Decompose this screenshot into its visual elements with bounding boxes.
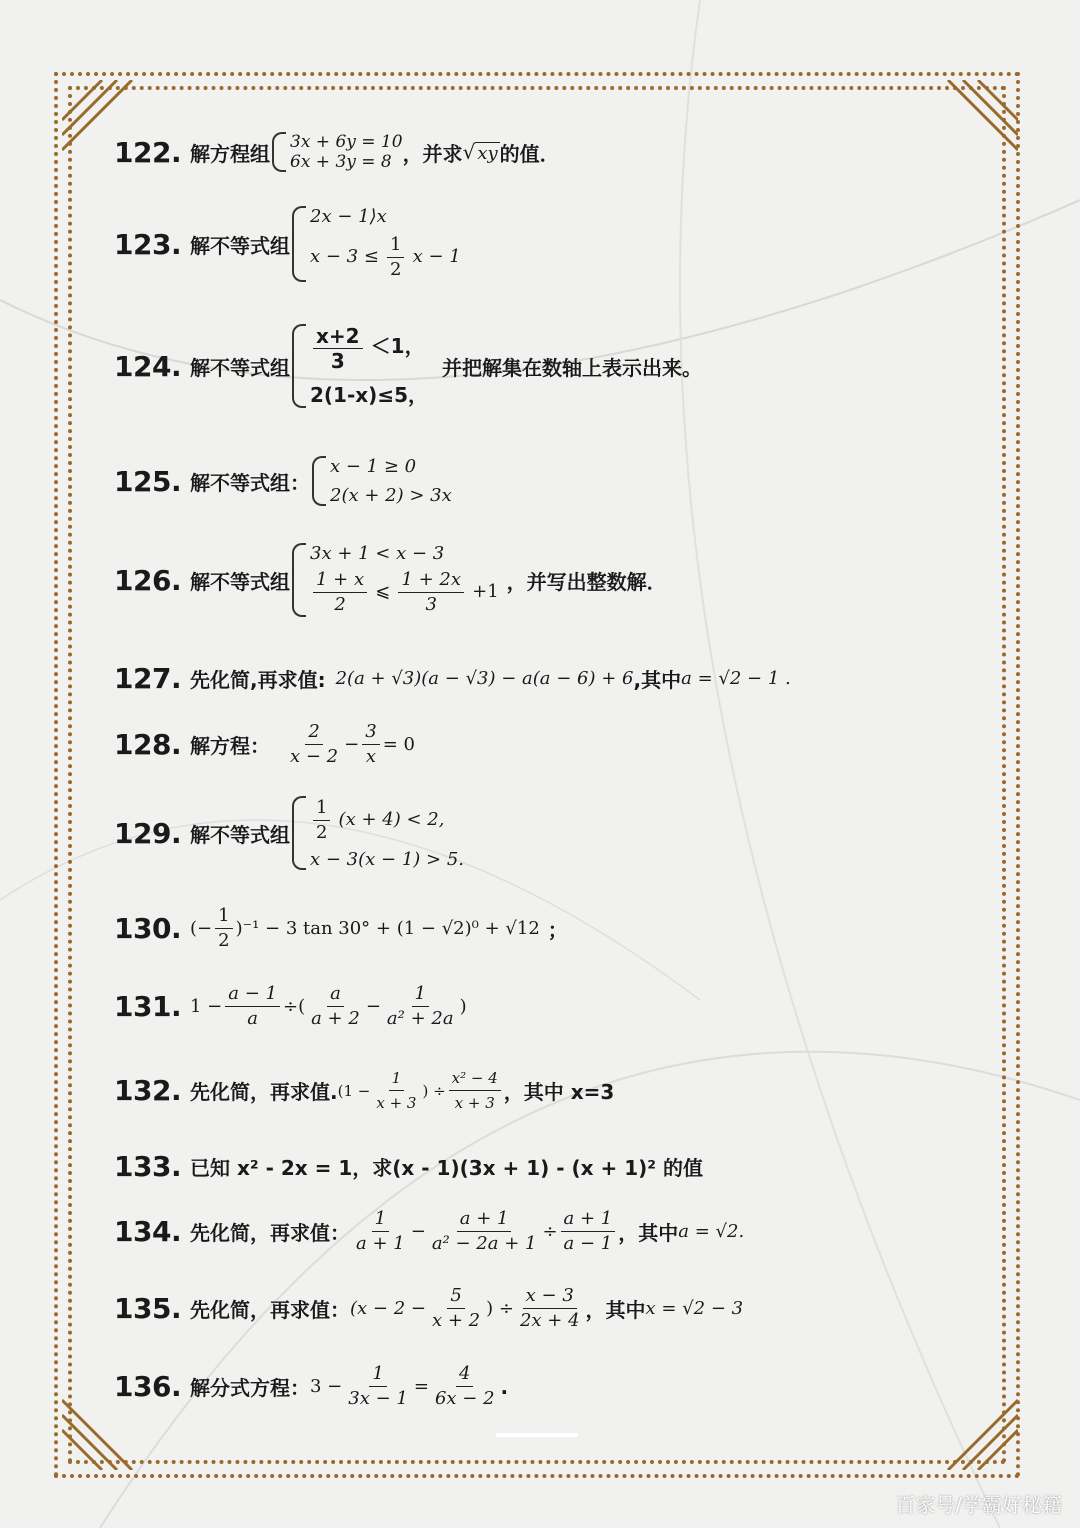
denominator: x − 2 xyxy=(290,746,339,767)
row-part: x − 3 ≤ xyxy=(310,246,379,267)
problem-label: 解分式方程： xyxy=(190,1376,310,1400)
problem-134 xyxy=(114,1207,744,1256)
problem-124 xyxy=(114,324,702,408)
problem-text: ； xyxy=(547,918,568,942)
denominator: 2 xyxy=(218,930,230,951)
numerator: x² − 4 xyxy=(449,1066,501,1091)
problem-text: ，其中 xyxy=(585,1298,646,1322)
problem-number: 134. xyxy=(114,1215,182,1248)
numerator: 1 + 2x xyxy=(398,568,464,593)
brace-icon xyxy=(292,324,306,408)
denominator: x xyxy=(365,746,377,767)
problem-123 xyxy=(114,206,461,282)
math-expression: 1 − xyxy=(190,996,223,1017)
row-part: (x + 4) < 2, xyxy=(338,809,445,830)
operator: − xyxy=(344,734,360,755)
operator: ) xyxy=(459,996,467,1017)
problem-122 xyxy=(114,132,560,172)
fraction xyxy=(387,233,404,282)
problem-number: 130. xyxy=(114,912,182,945)
problem-label: 解方程： xyxy=(190,734,270,758)
problem-133 xyxy=(114,1150,703,1183)
problem-number: 131. xyxy=(114,990,182,1023)
system-row: 2(x + 2) > 3x xyxy=(330,485,452,506)
numerator: 1 xyxy=(389,1066,405,1091)
row-part: ＜1， xyxy=(370,334,425,358)
problem-126 xyxy=(114,543,667,617)
denominator: a + 1 xyxy=(356,1233,405,1254)
denominator: 3x − 1 xyxy=(348,1388,408,1409)
numerator: 2 xyxy=(305,720,322,745)
problem-text: ,其中 xyxy=(633,668,682,692)
problem-number: 135. xyxy=(114,1292,182,1325)
problem-135 xyxy=(114,1284,743,1333)
problem-131 xyxy=(114,982,467,1031)
problem-128 xyxy=(114,720,415,769)
problem-number: 136. xyxy=(114,1370,182,1403)
scroll-indicator[interactable] xyxy=(496,1433,578,1437)
problem-label: 解不等式组 xyxy=(190,569,290,594)
numerator: a + 1 xyxy=(561,1207,616,1232)
problem-text: ，并写出整数解． xyxy=(506,569,667,594)
problem-label: 先化简，再求值： xyxy=(190,1298,350,1322)
numerator: 1 xyxy=(313,796,330,821)
math-expression: = 0 xyxy=(382,734,415,755)
inequality-system xyxy=(312,456,452,506)
problem-number: 128. xyxy=(114,728,182,761)
fraction xyxy=(517,1284,583,1333)
problem-127 xyxy=(114,662,791,695)
fraction xyxy=(308,982,363,1031)
system-row: x − 3(x − 1) > 5. xyxy=(310,849,465,870)
numerator: 1 xyxy=(215,904,232,929)
denominator: 3 xyxy=(425,594,437,615)
denominator: x + 3 xyxy=(454,1094,495,1112)
corner-ornament-bottom-right xyxy=(918,1370,1018,1470)
problem-label: 解不等式组 xyxy=(190,822,290,847)
problem-label: 先化简,再求值: xyxy=(190,668,326,692)
problem-number: 124. xyxy=(114,349,182,383)
row-part: x − 1 xyxy=(412,246,461,267)
corner-ornament-top-right xyxy=(918,80,1018,180)
math-expression: (− xyxy=(190,918,213,939)
problem-136 xyxy=(114,1362,508,1411)
system-row xyxy=(310,568,499,617)
denominator: 6x − 2 xyxy=(434,1388,495,1409)
fraction xyxy=(345,1362,411,1411)
system-row: 6x + 3y = 8 xyxy=(290,152,392,172)
problem-132 xyxy=(114,1066,614,1115)
numerator: a − 1 xyxy=(225,982,280,1007)
system-row xyxy=(310,233,461,282)
math-condition: a = √2. xyxy=(678,1221,745,1242)
fraction xyxy=(313,324,363,373)
inequality-system xyxy=(292,206,461,282)
operator: = xyxy=(413,1376,429,1397)
problem-125 xyxy=(114,456,452,506)
problem-text: ，并求 xyxy=(402,141,463,166)
numerator: a xyxy=(327,982,344,1007)
operator: ⩽ xyxy=(375,581,391,602)
denominator: 3 xyxy=(330,349,345,373)
problem-label: 解方程组 xyxy=(190,141,270,166)
problem-label: 先化简，再求值. xyxy=(190,1080,338,1104)
denominator: 2 xyxy=(316,822,328,843)
fraction xyxy=(429,1284,483,1333)
system-row xyxy=(310,324,428,373)
denominator: a + 2 xyxy=(311,1008,360,1029)
numerator: 1 + x xyxy=(313,568,367,593)
problem-text: 已知 x² - 2x = 1，求(x - 1)(3x + 1) - (x + 1)² 的值 xyxy=(190,1156,704,1180)
brace-icon xyxy=(292,206,306,282)
fraction xyxy=(432,1362,498,1411)
fraction xyxy=(384,982,457,1031)
sqrt-radicand: xy xyxy=(477,143,498,164)
numerator: 3 xyxy=(362,720,379,745)
numerator: 4 xyxy=(456,1362,473,1387)
problem-text: . xyxy=(500,1374,509,1399)
denominator: a − 1 xyxy=(563,1233,613,1254)
math-expression: 3 − xyxy=(310,1376,343,1397)
problem-label: 解不等式组 xyxy=(190,355,290,380)
problem-label: 先化简，再求值： xyxy=(190,1221,350,1245)
problem-label: 解不等式组 xyxy=(190,233,290,258)
denominator: x + 3 xyxy=(376,1094,417,1112)
math-expression: )⁻¹ − 3 tan 30° + (1 − √2)⁰ + √12 xyxy=(235,918,540,939)
operator: − xyxy=(365,996,381,1017)
inequality-system xyxy=(292,796,464,870)
problem-number: 132. xyxy=(114,1074,182,1107)
watermark: 百家号/学霸好秘籍 xyxy=(895,1493,1062,1517)
operator: ÷( xyxy=(282,996,306,1017)
math-expression: (1 − xyxy=(337,1081,371,1100)
problem-text: ，其中 x=3 xyxy=(503,1080,615,1104)
math-expression: (x − 2 − xyxy=(350,1298,426,1319)
problem-number: 127. xyxy=(114,662,182,695)
brace-icon xyxy=(292,796,306,870)
problem-130 xyxy=(114,904,568,953)
brace-icon xyxy=(312,456,326,506)
fraction xyxy=(313,796,330,845)
sqrt-expression: √ xy xyxy=(462,140,498,164)
inequality-system xyxy=(292,543,499,617)
equation-system xyxy=(272,132,403,172)
problem-129 xyxy=(114,796,464,870)
fraction xyxy=(449,1066,501,1115)
fraction xyxy=(429,1207,540,1256)
system-row: 3x + 1 < x − 3 xyxy=(310,543,445,564)
numerator: x+2 xyxy=(313,324,363,349)
problem-number: 125. xyxy=(114,464,182,498)
problem-number: 123. xyxy=(114,227,182,261)
system-row: 2(1-x)≤5， xyxy=(310,383,428,407)
numerator: 1 xyxy=(387,233,404,258)
denominator: a² − 2a + 1 xyxy=(431,1233,537,1254)
operator: ) ÷ xyxy=(486,1298,514,1319)
problem-number: 133. xyxy=(114,1150,182,1183)
math-condition: a = √2 − 1 . xyxy=(681,668,791,689)
system-row xyxy=(310,796,464,845)
operator: ÷ xyxy=(542,1221,558,1242)
numerator: 1 xyxy=(372,1207,389,1232)
fraction xyxy=(353,1207,408,1256)
numerator: 1 xyxy=(412,982,429,1007)
problem-number: 129. xyxy=(114,816,182,850)
problem-number: 126. xyxy=(114,563,182,597)
numerator: 5 xyxy=(447,1284,464,1309)
operator: ) ÷ xyxy=(422,1081,446,1100)
fraction xyxy=(287,720,341,769)
math-expression: 2(a + √3)(a − √3) − a(a − 6) + 6 xyxy=(335,668,634,689)
denominator: 2x + 4 xyxy=(519,1310,580,1331)
problem-label: 解不等式组： xyxy=(190,470,310,495)
denominator: 2 xyxy=(390,259,402,280)
math-condition: x = √2 − 3 xyxy=(645,1298,744,1319)
fraction xyxy=(313,568,367,617)
inequality-system xyxy=(292,324,428,408)
denominator: x + 2 xyxy=(431,1310,481,1331)
row-part: +1 xyxy=(472,581,499,602)
brace-icon xyxy=(272,132,286,172)
dotted-frame-inner xyxy=(68,86,1006,1464)
fraction xyxy=(225,982,280,1031)
problem-text: ，其中 xyxy=(618,1221,679,1245)
denominator: a² + 2a xyxy=(386,1008,454,1029)
numerator: 1 xyxy=(369,1362,386,1387)
fraction xyxy=(362,720,379,769)
brace-icon xyxy=(292,543,306,617)
denominator: a xyxy=(247,1008,258,1029)
system-row: 2x − 1⟩x xyxy=(310,206,387,227)
fraction xyxy=(215,904,232,953)
system-row: 3x + 6y = 10 xyxy=(290,132,403,152)
operator: − xyxy=(410,1221,426,1242)
fraction xyxy=(373,1066,419,1115)
fraction xyxy=(398,568,464,617)
numerator: x − 3 xyxy=(523,1284,577,1309)
system-row: x − 1 ≥ 0 xyxy=(330,456,417,477)
numerator: a + 1 xyxy=(457,1207,512,1232)
problem-number: 122. xyxy=(114,135,182,169)
problem-text: 并把解集在数轴上表示出来。 xyxy=(442,355,702,380)
fraction xyxy=(561,1207,616,1256)
problem-text: 的值． xyxy=(499,141,560,166)
denominator: 2 xyxy=(334,594,346,615)
